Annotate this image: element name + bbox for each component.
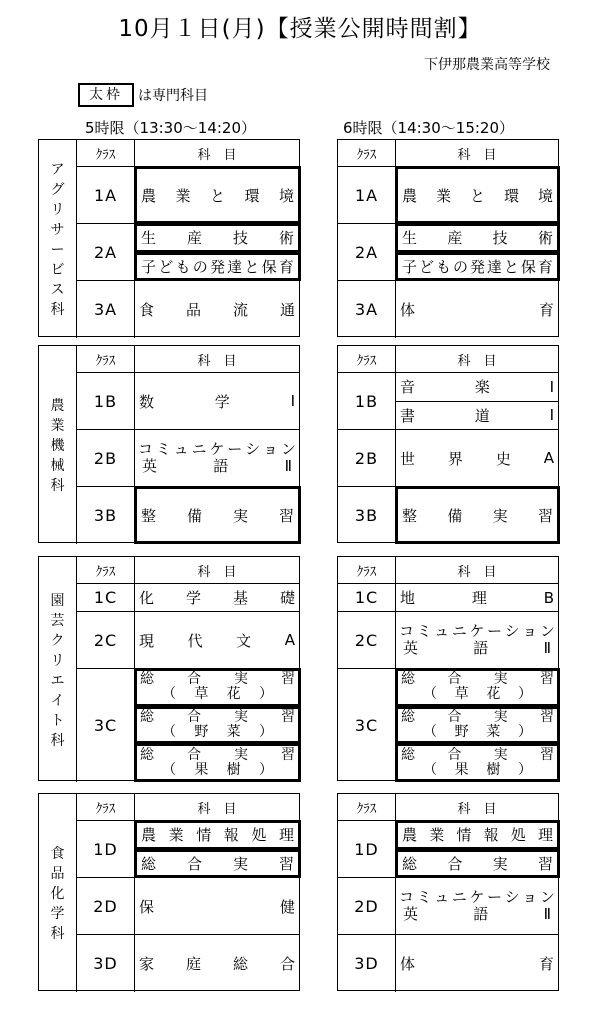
department-char: 科: [50, 478, 65, 494]
column-header-subject: 科 目: [396, 346, 558, 373]
subject-cell: 保 健: [135, 878, 299, 935]
column-header-subject: 科 目: [135, 794, 299, 821]
department-char: 科: [50, 302, 65, 318]
department-label: [39, 794, 77, 992]
subject-cell: 書 道 Ⅰ: [396, 402, 558, 431]
timetable-p6-group-1: [337, 139, 559, 337]
subject-cell: 化 学 基 礎: [135, 584, 299, 612]
class-cell: 2A: [338, 224, 396, 281]
column-header-subject: 科 目: [135, 557, 299, 584]
legend-text: は専門科目: [138, 88, 208, 104]
subject-cell: 整 備 実 習: [395, 486, 560, 544]
column-header-class: ｸﾗｽ: [338, 346, 396, 373]
class-cell: 2D: [338, 878, 396, 935]
department-char: 業: [50, 418, 65, 434]
department-char: ク: [50, 632, 65, 649]
column-header-subject: 科 目: [396, 557, 558, 584]
department-char: ア: [50, 162, 65, 178]
class-cell: 1D: [338, 821, 396, 878]
class-cell: 2A: [77, 224, 135, 281]
department-char: 農: [50, 398, 65, 414]
subject-cell: 農 業 情 報 処 理: [395, 820, 560, 850]
period-6-label: 6時限（14:30〜15:20）: [343, 119, 514, 137]
class-cell: 3A: [77, 281, 135, 338]
subject-cell: 音 楽 Ⅰ: [396, 373, 558, 402]
timetable-p5-group-1: [38, 139, 300, 337]
class-cell: 2B: [338, 430, 396, 487]
department-char: サ: [50, 222, 65, 238]
class-cell: 1C: [77, 584, 135, 612]
department-char: リ: [50, 202, 65, 218]
subject-cell: 農 業 と 環 境: [395, 166, 560, 224]
subject-cell: 農 業 情 報 処 理: [134, 820, 301, 850]
subject-cell: 地 理 B: [396, 584, 558, 612]
subject-cell: コ ミ ュ ニ ケ ー シ ョ ン 英 語 Ⅱ: [135, 430, 299, 487]
subject-cell: 子 ど も の 発 達 と 保 育: [395, 252, 560, 282]
column-header-class: ｸﾗｽ: [338, 140, 396, 167]
department-label: [39, 140, 77, 338]
column-header-class: ｸﾗｽ: [77, 794, 135, 821]
subject-cell: 総 合 実 習 （ 果 樹 ）: [395, 743, 560, 782]
timetable-p5-group-4: [38, 793, 300, 991]
class-cell: 3C: [338, 669, 396, 782]
page-title: 10月１日(月)【授業公開時間割】: [118, 16, 482, 42]
subject-cell: 体 育: [400, 955, 554, 973]
department-char: 学: [50, 906, 65, 922]
class-cell: 2D: [77, 878, 135, 935]
column-header-class: ｸﾗｽ: [77, 140, 135, 167]
department-char: 科: [50, 926, 65, 942]
subject-cell: 総 合 実 習 （ 果 樹 ）: [134, 743, 301, 782]
column-header-subject: 科 目: [135, 140, 299, 167]
class-cell: 3B: [77, 487, 135, 544]
class-cell: 3D: [338, 935, 396, 992]
department-char: 械: [50, 458, 65, 474]
subject-cell: 総 合 実 習: [134, 849, 301, 879]
subject-cell: 総 合 実 習 （ 野 菜 ）: [395, 706, 560, 745]
class-cell: 3A: [338, 281, 396, 338]
subject-cell: 現 代 文 A: [135, 612, 299, 669]
subject-cell: 数 学 Ⅰ: [135, 373, 299, 430]
subject-cell: 総 合 実 習: [395, 849, 560, 879]
timetable-p5-group-2: [38, 345, 300, 543]
subject-cell: 体 育: [400, 301, 554, 319]
department-label: [39, 557, 77, 782]
subject-cell: 総 合 実 習 （ 野 菜 ）: [134, 706, 301, 745]
department-char: ト: [50, 712, 65, 729]
column-header-class: ｸﾗｽ: [338, 557, 396, 584]
legend-thick-box: 太枠: [78, 83, 134, 107]
class-cell: 1C: [338, 584, 396, 612]
timetable-p6-group-4: [337, 793, 559, 991]
subject-cell: コ ミ ュ ニ ケ ー シ ョ ン 英 語 Ⅱ: [396, 612, 558, 669]
timetable-p5-group-3: [38, 556, 300, 781]
class-cell: 1D: [77, 821, 135, 878]
department-char: グ: [50, 182, 65, 198]
subject-cell: 生 産 技 術: [395, 223, 560, 253]
subject-cell: 農 業 と 環 境: [134, 166, 301, 224]
timetable-p6-group-2: [337, 345, 559, 543]
department-char: エ: [50, 672, 65, 689]
subject-cell: 生 産 技 術: [134, 223, 301, 253]
class-cell: 3C: [77, 669, 135, 782]
class-cell: 1A: [338, 167, 396, 224]
class-cell: 3D: [77, 935, 135, 992]
class-cell: 2C: [77, 612, 135, 669]
department-char: イ: [50, 692, 65, 709]
subject-cell: 家 庭 総 合: [139, 955, 295, 973]
department-char: ー: [50, 242, 65, 258]
subject-cell: 子 ど も の 発 達 と 保 育: [134, 252, 301, 282]
column-header-subject: 科 目: [396, 140, 558, 167]
subject-cell: コ ミ ュ ニ ケ ー シ ョ ン 英 語 Ⅱ: [396, 878, 558, 935]
department-char: 科: [50, 732, 65, 749]
department-label: [39, 346, 77, 544]
department-char: リ: [50, 652, 65, 669]
school-name: 下伊那農業高等学校: [424, 57, 550, 73]
column-header-class: ｸﾗｽ: [77, 346, 135, 373]
class-cell: 2B: [77, 430, 135, 487]
timetable-p6-group-3: [337, 556, 559, 781]
department-char: 化: [50, 886, 65, 902]
subject-cell: 食 品 流 通: [139, 301, 295, 319]
class-cell: 3B: [338, 487, 396, 544]
subject-cell: 総 合 実 習 （ 草 花 ）: [395, 668, 560, 707]
department-char: ビ: [50, 262, 65, 278]
class-cell: 1B: [338, 373, 396, 430]
column-header-subject: 科 目: [135, 346, 299, 373]
period-5-label: 5時限（13:30〜14:20）: [85, 119, 256, 137]
department-char: 機: [50, 438, 65, 454]
column-header-class: ｸﾗｽ: [338, 794, 396, 821]
column-header-subject: 科 目: [396, 794, 558, 821]
subject-cell: 世 界 史 A: [396, 430, 558, 487]
department-char: 芸: [50, 612, 65, 629]
department-char: ス: [50, 282, 65, 298]
class-cell: 1B: [77, 373, 135, 430]
column-header-class: ｸﾗｽ: [77, 557, 135, 584]
subject-cell: 整 備 実 習: [134, 486, 301, 544]
department-char: 園: [50, 592, 65, 609]
department-char: 品: [50, 866, 65, 882]
class-cell: 2C: [338, 612, 396, 669]
department-char: 食: [50, 846, 65, 862]
subject-cell: 総 合 実 習 （ 草 花 ）: [134, 668, 301, 707]
class-cell: 1A: [77, 167, 135, 224]
